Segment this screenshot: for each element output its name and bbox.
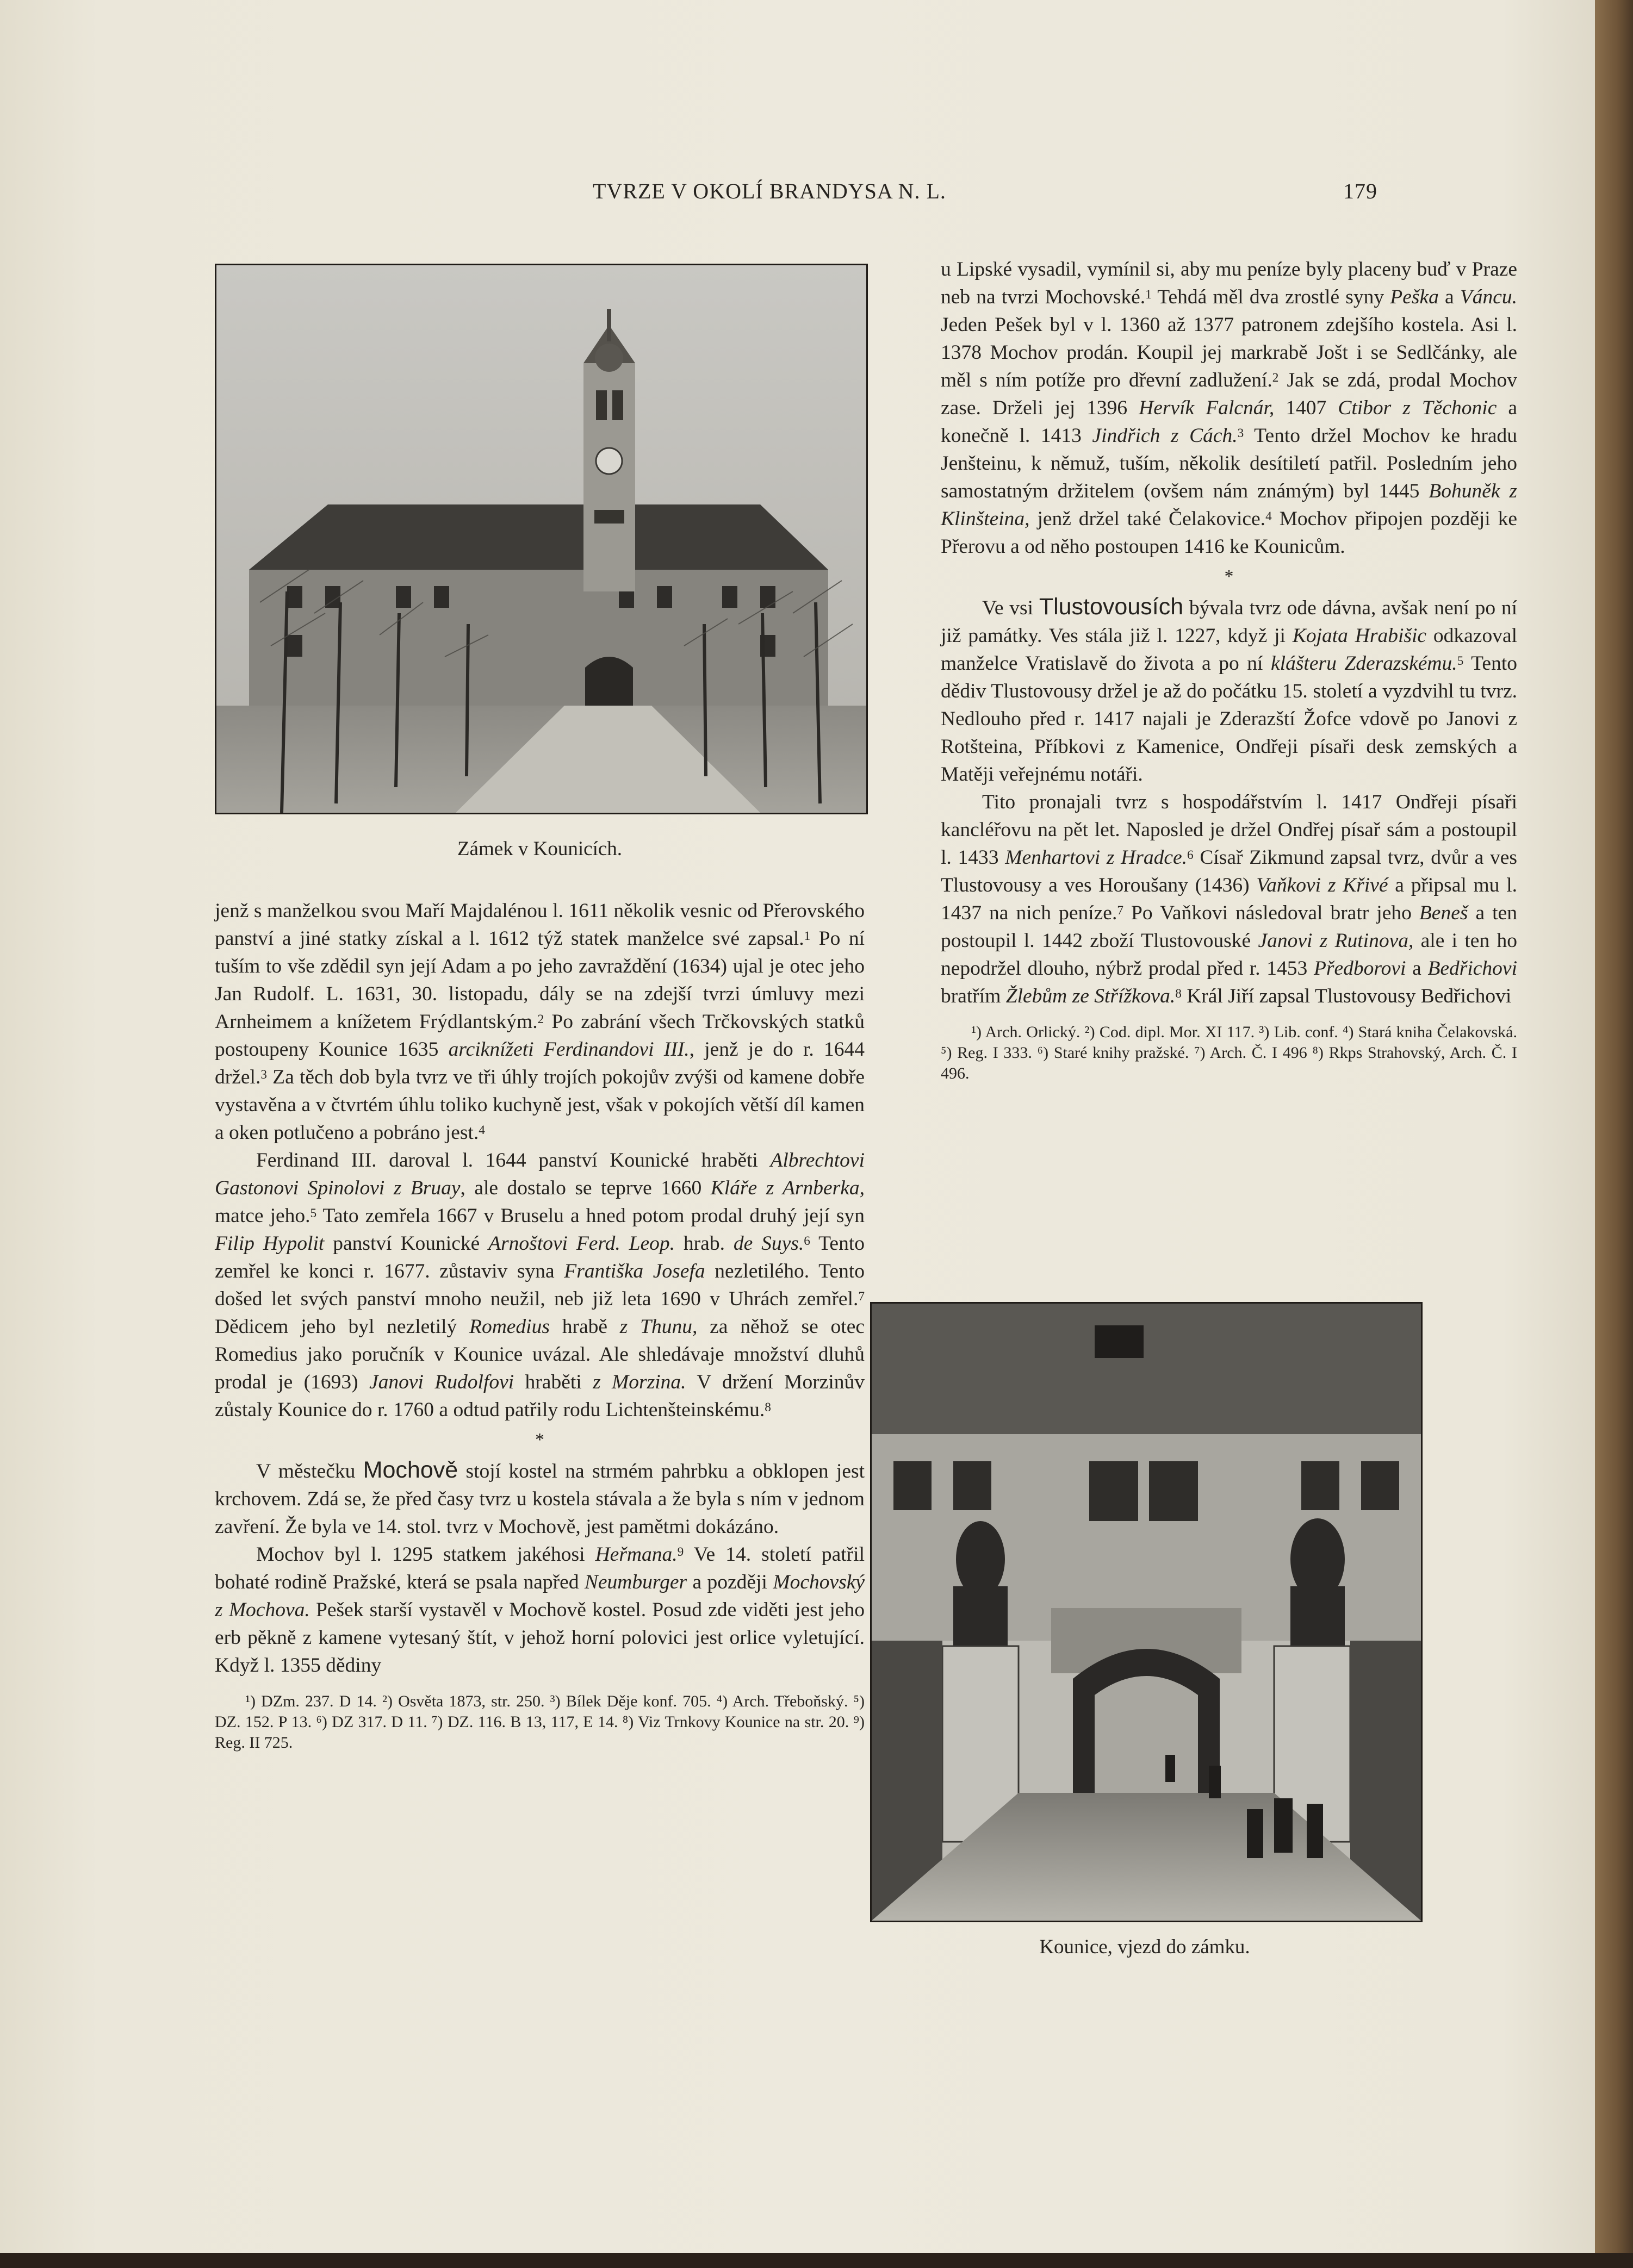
paragraph: Ferdinand III. daroval l. 1644 panství Kounické hraběti Albrechtovi Gastonovi Spinolovi z Bruay, ale dostalo se teprve 1660 Kláře z Arnberka, matce jeho.$^5$ Tato zemřela 1667 v Bruselu a hned potom prodal druhý její syn Filip Hypolit panství Kounické Arnoštovi Ferd. Leop. hrab. de Suys.$^6$ Tento zemřel ke konci r. 1677. zůstaviv syna Františka Josefa nezletilého. Tento došed let svých panství mnoho neužil, neb již leta 1690 v Uhrách zemřel.$^7$ Dědicem jeho byl nezletilý Romedius hrabě z Thunu, za něhož se otec Romedius jako poručník v Kounice uvázal. Ale shledávaje množství dluhů prodal je (1693) Janovi Rudolfovi hraběti z Morzina. V držení Morzinův zůstaly Kounice do r. 1760 a odtud patřily rodu Lichtenšteinskému.$^8$ bbox=[215, 1149, 865, 1421]
paragraph: Mochov byl l. 1295 statkem jakéhosi Heřmana.$^9$ Ve 14. století patřil bohaté rodině Pražské, která se psala napřed Neumburger a později Mochovský z Mochova. Pešek starší vystavěl v Mochově kostel. Posud zde viděti jest jeho erb pěkně z kamene vytesaný štít, v jehož horní polovici jest orlice vyletující. Když l. 1355 dědiny bbox=[215, 1543, 865, 1677]
section-divider-star: * bbox=[535, 1430, 544, 1450]
paragraph: jenž s manželkou svou Maří Majdalénou l. 1611 několik vesnic od Přerovského panství a jiné statky získal a l. 1612 týž statek manželce své zapsal.$^1$ Po ní tuším to vše zdědil syn její Adam a po jeho zavraždění (1634) ujal je otec jeho Jan Rudolf. L. 1631, 30. listopadu, dály se na zdejší tvrzi úmluvy mezi Arnheimem a knížetem Frýdlantským.$^2$ Po zabrání všech Trčkovských statků postoupeny Kounice 1635 arciknížeti Ferdinandovi III., jenž je do r. 1644 držel.$^3$ Za těch dob byla tvrz ve tři úhly trojích pokojův zvýši od kamene dobře vystavěna a v čtvrtém úhlu toliko kuchyně jest, však v pokojích větší díl kamen a oken potlučeno a pobráno jest.$^4$ bbox=[215, 900, 865, 1144]
figure-caption-1: Zámek v Kounicích. bbox=[457, 838, 623, 860]
paragraph: Tito pronajali tvrz s hospodářstvím l. 1417 Ondřeji písaři kancléřovu na pět let. Naposled je držel Ondřej písař sám a postoupil l. 1433 Menhartovi z Hradce.$^6$ Císař Zikmund zapsal tvrz, dvůr a ves Tlustovousy a ves Horoušany (1436) Vaňkovi z Křivé a připsal mu l. 1437 na nich peníze.$^7$ Po Vaňkovi následoval bratr jeho Beneš a ten postoupil l. 1442 zboží Tlustovouské Janovi z Rutinova, ale i ten ho nepodržel dlouho, nýbrž prodal před r. 1453 Předborovi a Bedřichovi bratřím Žlebům ze Střížkova.$^8$ Král Jiří zapsal Tlustovousy Bedřichovi bbox=[941, 791, 1517, 1007]
photo-vjezd-do-zamku-image bbox=[872, 1304, 1421, 1921]
section-divider-star: * bbox=[1224, 566, 1234, 587]
footnotes bbox=[941, 1022, 1517, 1084]
photo-vjezd-do-zamku bbox=[870, 1302, 1423, 1922]
paragraph: u Lipské vysadil, vymínil si, aby mu peníze byly placeny buď v Praze neb na tvrzi Mochovské.$^1$ Tehdá měl dva zrostlé syny Peška a Váncu. Jeden Pešek byl v l. 1360 až 1377 patronem zdejšího kostela. Asi l. 1378 Mochov prodán. Koupil jej markrabě Jošt i se Sedlčánky, ale měl s ním potíže pro dřevní zadlužení.$^2$ Jak se zdá, prodal Mochov zase. Drželi jej 1396 Hervík Falcnár, 1407 Ctibor z Těchonic a konečně l. 1413 Jindřich z Cách.$^3$ Tento držel Mochov ke hradu Jenšteinu, k němuž, tuším, několik desítiletí patřil. Posledním jeho samostatným držitelem (ovšem nám známým) byl 1445 Bohuněk z Klinšteina, jenž držel také Čelakovice.$^4$ Mochov připojen později ke Přerovu a od něho postoupen 1416 ke Kounicům. bbox=[941, 258, 1518, 558]
photo-zamek-kounice bbox=[215, 264, 868, 814]
footnote-text: ¹) Arch. Orlický. ²) Cod. dipl. Mor. XI 117. ³) Lib. conf. ⁴) Stará kniha Čelakovská. ⁵) Reg. I 333. ⁶) Staré knihy pražské. ⁷) Arch. Č. I 496 ⁸) Rkps Strahovský, Arch. Č. I 496. bbox=[941, 1023, 1517, 1082]
running-header-title: TVRZE V OKOLÍ BRANDYSA N. L. bbox=[593, 179, 946, 203]
page-number: 179 bbox=[1343, 179, 1377, 203]
footnote-text: ¹) DZm. 237. D 14. ²) Osvěta 1873, str. 250. ³) Bílek Děje konf. 705. ⁴) Arch. Třeboňský. ⁵) DZ. 152. P 13. ⁶) DZ 317. D 11. ⁷) DZ. 116. B 13, 117, E 14. ⁸) Viz Trnkovy Kounice na str. 20. ⁹) Reg. II 725. bbox=[215, 1692, 865, 1752]
figure-caption-2: Kounice, vjezd do zámku. bbox=[1039, 1936, 1250, 1958]
left-column bbox=[215, 897, 865, 1753]
right-column bbox=[941, 256, 1517, 1084]
footnotes bbox=[215, 1691, 865, 1753]
page-bottom-edge bbox=[0, 2253, 1633, 2268]
photo-zamek-kounice-image bbox=[216, 265, 866, 813]
paragraph: V městečku Mochově stojí kostel na strmém pahrbku a obklopen jest krchovem. Zdá se, že před časy tvrz u kostela stávala a že byla s ním v jednom zavření. Že byla ve 14. stol. tvrz v Mochově, jest pamětmi dokázáno. bbox=[215, 1457, 865, 1538]
book-gutter bbox=[1595, 0, 1633, 2268]
paragraph: Ve vsi Tlustovousích bývala tvrz ode dávna, avšak není po ní již památky. Ves stála již l. 1227, když ji Kojata Hrabišic odkazoval manželce Vratislavě do života a po ní klášteru Zderazskému.$^5$ Tento dědiv Tlustovousy držel je až do počátku 15. století a vyzdvihl tu tvrz. Nedlouho před r. 1417 najali je Zderazští Žofce vdově po Janovi z Rotšteina, Příbkovi z Kamenice, Ondřeji písaři desk zemských a Matěji veřejnému notáři. bbox=[941, 594, 1518, 786]
